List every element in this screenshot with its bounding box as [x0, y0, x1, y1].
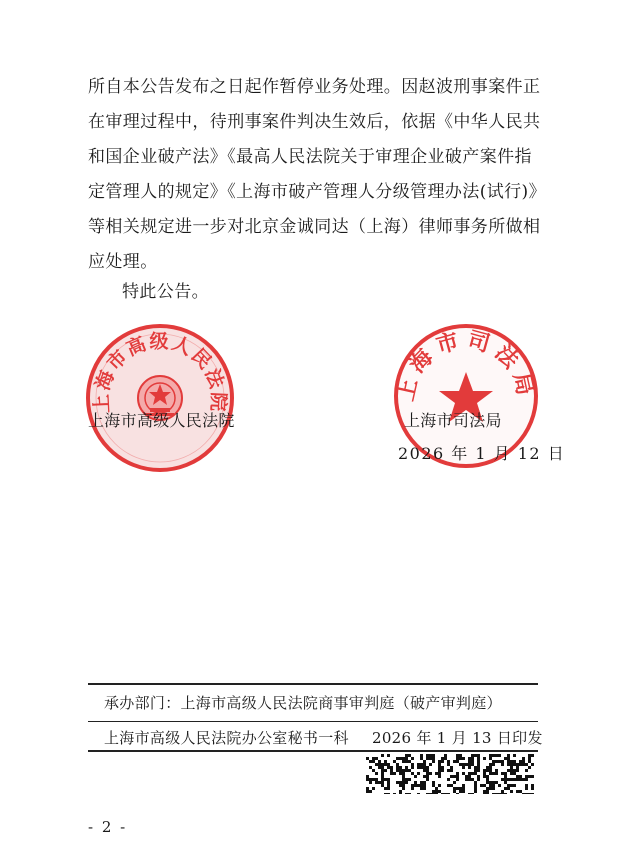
footer-rule-top — [88, 683, 538, 685]
footer-rule-bottom — [88, 750, 538, 752]
body-line: 等相关规定进一步对北京金诚同达（上海）律师事务所做相 — [88, 217, 541, 237]
body-line: 所自本公告发布之日起作暂停业务处理。因赵波刑事案件正 — [88, 77, 541, 97]
signature-date: 2026 年 1 月 12 日 — [398, 444, 566, 463]
closing-remark: 特此公告。 — [122, 282, 209, 302]
court-seal-text: 上海市高级人民法院 — [90, 330, 230, 414]
footer-rule-middle — [88, 721, 538, 722]
court-seal-icon — [84, 322, 236, 474]
signer-justice-bureau: 上海市司法局 — [404, 411, 502, 430]
handling-department: 承办部门：上海市高级人民法院商事审判庭（破产审判庭） — [104, 694, 502, 712]
issue-date: 2026 年 1 月 13 日印发 — [372, 729, 543, 747]
issuing-office: 上海市高级人民法院办公室秘书一科 — [104, 729, 349, 747]
notice-body — [88, 70, 548, 280]
body-line: 应处理。 — [88, 252, 158, 272]
justice-seal-text: 上海市司法局 — [392, 326, 540, 404]
document-barcode-icon — [366, 754, 534, 794]
page-number: - 2 - — [88, 818, 128, 836]
body-line: 和国企业破产法》《最高人民法院关于审理企业破产案件指 — [88, 147, 532, 167]
body-line: 定管理人的规定》《上海市破产管理人分级管理办法(试行)》 — [88, 182, 546, 202]
signer-court: 上海市高级人民法院 — [88, 411, 235, 430]
body-line: 在审理过程中，待刑事案件判决生效后，依据《中华人民共 — [88, 112, 541, 132]
